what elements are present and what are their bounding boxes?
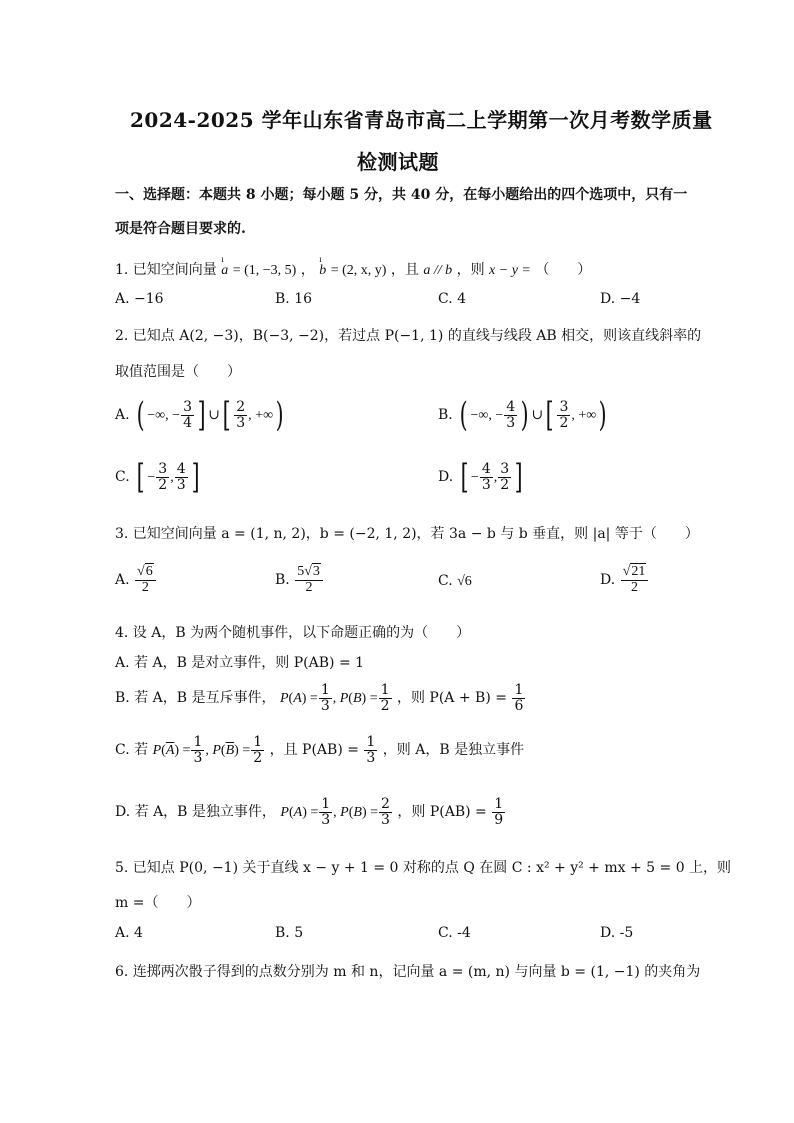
q4-option-c-mid: ，且 P(AB) =: [269, 742, 359, 759]
question-5-line-1: 5. 已知点 P(0, −1) 关于直线 x − y + 1 = 0 对称的点 Q 在圆 C : x² + y² + mx + 5 = 0 上，则: [115, 860, 732, 876]
frac-4-3: $\frac{4}{3}$: [506, 398, 516, 431]
vector-b: ı b: [319, 254, 327, 278]
q3-option-d-label: D.: [600, 572, 616, 589]
question-6-line-1: 6. 连掷两次骰子得到的点数分别为 m 和 n，记向量 a = (m, n) 与向量 b = (1, −1) 的夹角为: [115, 964, 701, 980]
q1-parallel: a // b: [423, 263, 453, 278]
frac-2-3: $\frac{2}{3}$: [236, 398, 246, 431]
question-2-line-1: 2. 已知点 A(2, −3)，B(−3, −2)，若过点 P(−1, 1) 的直线与线段 AB 相交，则该直线斜率的: [115, 328, 702, 344]
q2-option-b: B. ( −∞, − $\frac{4}{3}$ ) ∪[ $\frac{3}{2}$ , +∞): [438, 395, 607, 435]
q1-option-c: C. 4: [438, 291, 467, 307]
title-line-2: 检测试题: [357, 150, 439, 174]
question-3: 3. 已知空间向量 a = (1, n, 2)，b = (−2, 1, 2)，若 3a − b 与 b 垂直，则 |a| 等于（ ）: [115, 526, 699, 542]
q1-expr: x − y =: [489, 263, 531, 278]
q1-option-a: A. −16: [115, 291, 164, 307]
vector-a: ı a: [221, 254, 229, 278]
q2-option-a-label: A.: [115, 407, 130, 423]
q1-cond: ，且: [390, 262, 419, 278]
q3-option-c-label: C.: [438, 573, 453, 589]
q1-ask: ，则: [456, 262, 485, 278]
q5-option-a: A. 4: [115, 925, 143, 941]
q3-option-d: D. $\frac{√21}{2}$: [600, 565, 649, 595]
q4-option-d-mid: ，则 P(AB) =: [397, 804, 487, 821]
q4-option-d-prefix: D. 若 A，B 是独立事件，: [115, 804, 276, 821]
q3-option-c: [438, 573, 472, 590]
q2-option-b-label: B.: [438, 407, 453, 423]
q2-option-d: D. [ − $\frac{4}{3}$ , $\frac{3}{2}$ ]: [438, 457, 523, 497]
q2-option-c: C. [ − $\frac{3}{2}$ , $\frac{4}{3}$ ]: [115, 457, 200, 497]
question-5-line-2: m =（ ）: [115, 895, 201, 911]
section-header-line-2: 项是符合题目要求的.: [115, 221, 246, 237]
q1-option-b: B. 16: [275, 291, 313, 307]
title-line-1: 2024-2025 学年山东省青岛市高二上学期第一次月考数学质量: [130, 108, 713, 132]
q3-option-b-label: B.: [275, 572, 290, 589]
q5-option-d: D. -5: [600, 925, 634, 941]
question-2-line-2: 取值范围是（ ）: [115, 364, 241, 380]
q4-option-c: C. 若 $P(\overline{A})$ = $\frac{1}{3}$ , $P(\overline{B})$ = $\frac{1}{2}$ ，且 P(AB) = $\frac{1}{3}$ ，则 A，B 是独立事件: [115, 734, 525, 766]
q4-option-c-suffix: ，则 A，B 是独立事件: [382, 742, 525, 759]
q2-option-c-label: C.: [115, 469, 130, 485]
q5-option-c: C. -4: [438, 925, 471, 941]
q1-a-value: = (1, −3, 5): [232, 263, 297, 278]
q3-option-b: B. $\frac{5√3}{2}$: [275, 565, 324, 595]
q4-option-b-mid: ，则 P(A + B) =: [396, 690, 507, 707]
q5-option-b: B. 5: [275, 925, 304, 941]
q3-option-a-label: A.: [115, 572, 130, 589]
q1-sep: ，: [300, 262, 315, 278]
question-4: 4. 设 A，B 为两个随机事件，以下命题正确的为（ ）: [115, 625, 471, 641]
q4-option-b-prefix: B. 若 A，B 是互斥事件，: [115, 690, 276, 707]
q1-b-value: = (2, x, y): [330, 263, 387, 278]
q1-option-d: D. −4: [600, 291, 641, 307]
q3-option-a: A. $\frac{√6}{2}$: [115, 565, 157, 595]
q1-paren: （ ）: [535, 262, 592, 278]
q2-option-d-label: D.: [438, 469, 454, 485]
q4-option-d: D. 若 A，B 是独立事件， P(A) = $\frac{1}{3}$ , P(B) = $\frac{2}{3}$ ，则 P(AB) = $\frac{1}{9}$: [115, 796, 504, 828]
frac-3-2: $\frac{3}{2}$: [559, 398, 569, 431]
q4-option-b: B. 若 A，B 是互斥事件， P(A) = $\frac{1}{3}$ , P(B) = $\frac{1}{2}$ ，则 P(A + B) = $\frac{1}{6}$: [115, 682, 524, 714]
section-header-line-1: 一、选择题：本题共 8 小题；每小题 5 分，共 40 分，在每小题给出的四个选项中，只有一: [115, 187, 688, 203]
q4-option-a: A. 若 A，B 是对立事件，则 P(AB) = 1: [115, 655, 365, 671]
q1-stem-prefix: 1. 已知空间向量: [115, 262, 217, 278]
q4-option-c-prefix: C. 若: [115, 742, 149, 759]
q3-option-c-value: √6: [457, 574, 472, 589]
frac-3-4: $\frac{3}{4}$: [183, 398, 192, 431]
question-1: [115, 254, 592, 279]
q2-option-a: A. ( −∞, − $\frac{3}{4}$ ] ∪[ $\frac{2}{3}$ , +∞): [115, 395, 284, 435]
